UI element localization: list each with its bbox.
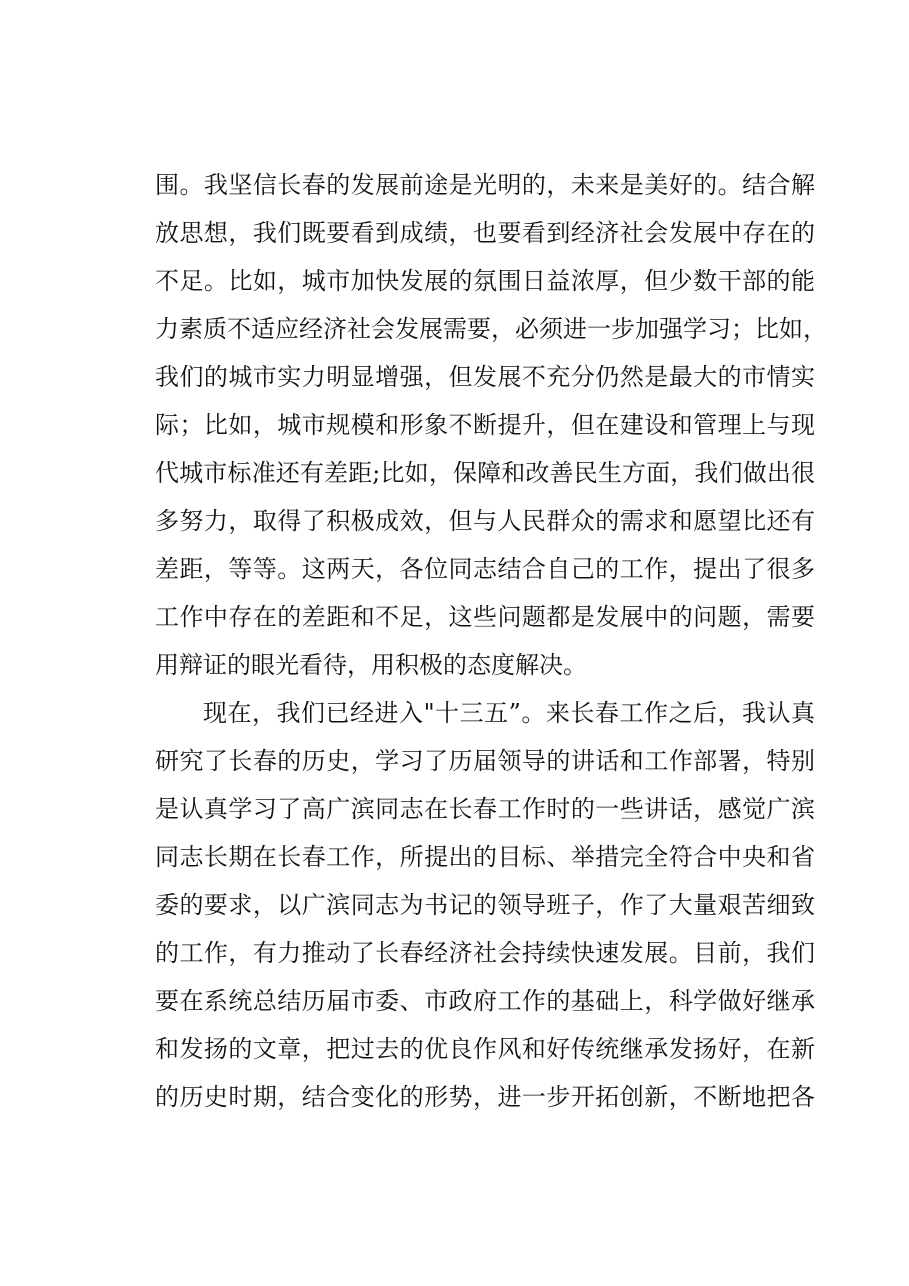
text-line: 用辩证的眼光看待，用积极的态度解决。: [155, 651, 587, 679]
text-line: 和发扬的文章，把过去的优良作风和好传统继承发扬好，在新: [155, 1035, 815, 1063]
text-line: 围。我坚信长春的发展前途是光明的，未来是美好的。结合解: [155, 171, 815, 199]
text-line: 不足。比如，城市加快发展的氛围日益浓厚，但少数干部的能: [155, 267, 815, 295]
document-body: [155, 161, 827, 1121]
text-line: 是认真学习了高广滨同志在长春工作时的一些讲话，感觉广滨: [155, 795, 815, 823]
text-line: 的工作，有力推动了长春经济社会持续快速发展。目前，我们: [155, 939, 815, 967]
text-line: 委的要求，以广滨同志为书记的领导班子，作了大量艰苦细致: [155, 891, 815, 919]
text-line: 同志长期在长春工作，所提出的目标、举措完全符合中央和省: [155, 843, 815, 871]
text-line: 多努力，取得了积极成效，但与人民群众的需求和愿望比还有: [155, 507, 815, 535]
paragraph-1: [155, 161, 827, 689]
text-line: 工作中存在的差距和不足，这些问题都是发展中的问题，需要: [155, 603, 815, 631]
text-line: 差距，等等。这两天，各位同志结合自己的工作，提出了很多: [155, 555, 815, 583]
text-line: 要在系统总结历届市委、市政府工作的基础上，科学做好继承: [155, 987, 815, 1015]
text-line: 力素质不适应经济社会发展需要，必须进一步加强学习；比如，: [155, 315, 827, 343]
paragraph-2: [155, 689, 815, 1121]
text-line: 放思想，我们既要看到成绩，也要看到经济社会发展中存在的: [155, 219, 815, 247]
text-line: 代城市标准还有差距;比如，保障和改善民生方面，我们做出很: [155, 459, 815, 487]
text-line: 际；比如，城市规模和形象不断提升，但在建设和管理上与现: [155, 411, 815, 439]
text-line: 的历史时期，结合变化的形势，进一步开拓创新，不断地把各: [155, 1083, 815, 1111]
text-line: 研究了长春的历史，学习了历届领导的讲话和工作部署，特别: [155, 747, 815, 775]
text-line: 我们的城市实力明显增强，但发展不充分仍然是最大的市情实: [155, 363, 815, 391]
text-line: 现在，我们已经进入"十三五”。来长春工作之后，我认真: [203, 699, 815, 727]
